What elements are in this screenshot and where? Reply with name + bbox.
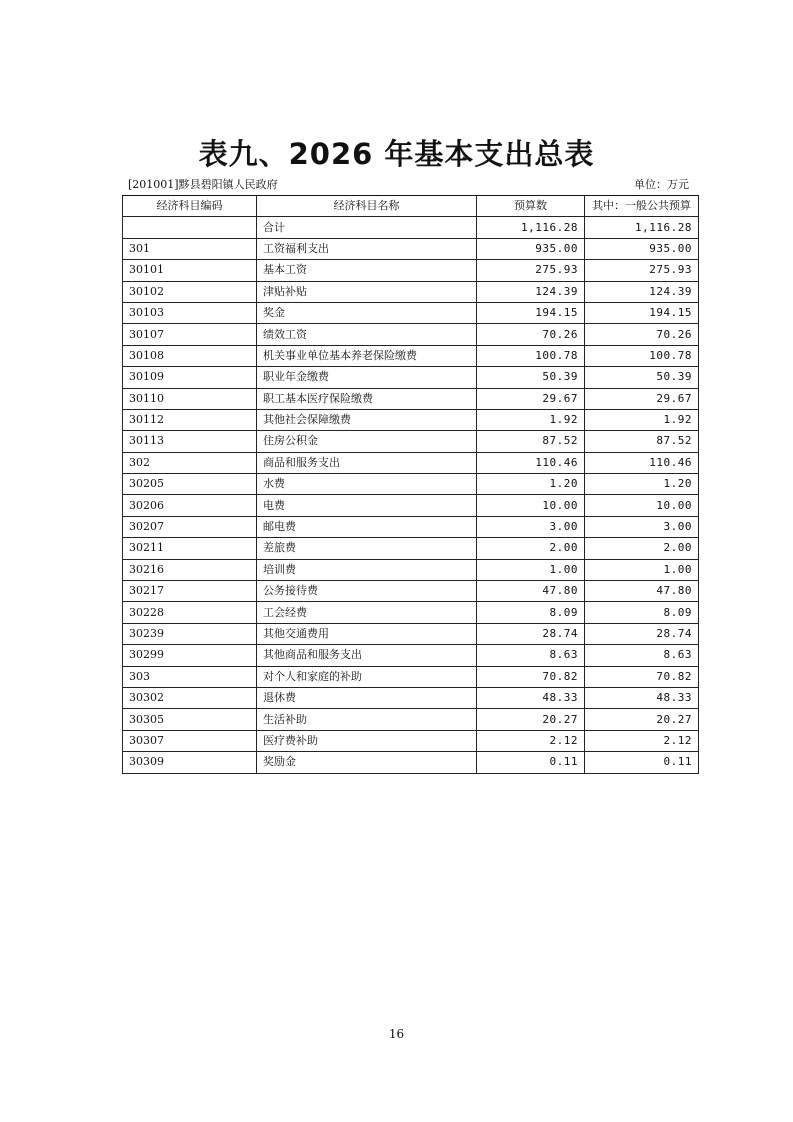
general-budget-cell: 3.00 bbox=[585, 516, 699, 537]
code-cell: 30239 bbox=[123, 623, 257, 644]
name-cell: 职工基本医疗保险缴费 bbox=[257, 388, 477, 409]
name-cell: 机关事业单位基本养老保险缴费 bbox=[257, 345, 477, 366]
table-row bbox=[123, 538, 699, 559]
code-cell: 302 bbox=[123, 452, 257, 473]
general-budget-cell: 1.00 bbox=[585, 559, 699, 580]
column-header-code: 经济科目编码 bbox=[123, 196, 257, 217]
budget-cell: 29.67 bbox=[477, 388, 585, 409]
code-cell: 30302 bbox=[123, 687, 257, 708]
budget-cell: 1.20 bbox=[477, 474, 585, 495]
budget-cell: 194.15 bbox=[477, 302, 585, 323]
name-cell: 奖金 bbox=[257, 302, 477, 323]
name-cell: 津贴补贴 bbox=[257, 281, 477, 302]
code-cell: 30101 bbox=[123, 260, 257, 281]
name-cell: 电费 bbox=[257, 495, 477, 516]
table-row bbox=[123, 217, 699, 238]
table-row bbox=[123, 687, 699, 708]
code-cell: 301 bbox=[123, 238, 257, 259]
budget-cell: 1,116.28 bbox=[477, 217, 585, 238]
budget-cell: 275.93 bbox=[477, 260, 585, 281]
budget-table bbox=[122, 195, 699, 774]
table-row bbox=[123, 516, 699, 537]
code-cell: 30102 bbox=[123, 281, 257, 302]
table-row bbox=[123, 281, 699, 302]
general-budget-cell: 935.00 bbox=[585, 238, 699, 259]
budget-cell: 2.12 bbox=[477, 730, 585, 751]
budget-cell: 124.39 bbox=[477, 281, 585, 302]
table-row bbox=[123, 238, 699, 259]
name-cell: 其他社会保障缴费 bbox=[257, 409, 477, 430]
budget-cell: 70.26 bbox=[477, 324, 585, 345]
general-budget-cell: 29.67 bbox=[585, 388, 699, 409]
table-row bbox=[123, 666, 699, 687]
name-cell: 其他商品和服务支出 bbox=[257, 645, 477, 666]
table-row bbox=[123, 260, 699, 281]
table-row bbox=[123, 623, 699, 644]
table-row bbox=[123, 645, 699, 666]
general-budget-cell: 100.78 bbox=[585, 345, 699, 366]
code-cell: 30108 bbox=[123, 345, 257, 366]
table-row bbox=[123, 602, 699, 623]
unit-label: 单位：万元 bbox=[634, 178, 689, 191]
name-cell: 其他交通费用 bbox=[257, 623, 477, 644]
table-row bbox=[123, 495, 699, 516]
general-budget-cell: 20.27 bbox=[585, 709, 699, 730]
name-cell: 生活补助 bbox=[257, 709, 477, 730]
table-row bbox=[123, 431, 699, 452]
table-row bbox=[123, 324, 699, 345]
code-cell: 30307 bbox=[123, 730, 257, 751]
budget-cell: 10.00 bbox=[477, 495, 585, 516]
budget-cell: 48.33 bbox=[477, 687, 585, 708]
code-cell: 30112 bbox=[123, 409, 257, 430]
name-cell: 职业年金缴费 bbox=[257, 367, 477, 388]
general-budget-cell: 1.92 bbox=[585, 409, 699, 430]
table-header-row bbox=[123, 196, 699, 217]
page-title: 表九、2026 年基本支出总表 bbox=[198, 137, 595, 171]
general-budget-cell: 110.46 bbox=[585, 452, 699, 473]
code-cell: 30211 bbox=[123, 538, 257, 559]
name-cell: 邮电费 bbox=[257, 516, 477, 537]
budget-cell: 0.11 bbox=[477, 752, 585, 773]
table-row bbox=[123, 474, 699, 495]
table-row bbox=[123, 409, 699, 430]
budget-cell: 2.00 bbox=[477, 538, 585, 559]
name-cell: 工会经费 bbox=[257, 602, 477, 623]
code-cell: 30305 bbox=[123, 709, 257, 730]
name-cell: 对个人和家庭的补助 bbox=[257, 666, 477, 687]
name-cell: 基本工资 bbox=[257, 260, 477, 281]
table-row bbox=[123, 388, 699, 409]
code-cell: 30110 bbox=[123, 388, 257, 409]
name-cell: 合计 bbox=[257, 217, 477, 238]
code-cell: 30207 bbox=[123, 516, 257, 537]
general-budget-cell: 8.09 bbox=[585, 602, 699, 623]
code-cell: 30299 bbox=[123, 645, 257, 666]
code-cell: 30206 bbox=[123, 495, 257, 516]
budget-cell: 50.39 bbox=[477, 367, 585, 388]
general-budget-cell: 1,116.28 bbox=[585, 217, 699, 238]
name-cell: 医疗费补助 bbox=[257, 730, 477, 751]
code-cell: 30107 bbox=[123, 324, 257, 345]
general-budget-cell: 275.93 bbox=[585, 260, 699, 281]
name-cell: 水费 bbox=[257, 474, 477, 495]
table-row bbox=[123, 581, 699, 602]
budget-cell: 28.74 bbox=[477, 623, 585, 644]
page-number: 16 bbox=[388, 1027, 405, 1041]
table-row bbox=[123, 559, 699, 580]
column-header-general-budget: 其中：一般公共预算 bbox=[585, 196, 699, 217]
table-body bbox=[123, 217, 699, 773]
budget-cell: 935.00 bbox=[477, 238, 585, 259]
table-row bbox=[123, 345, 699, 366]
table-row bbox=[123, 452, 699, 473]
general-budget-cell: 87.52 bbox=[585, 431, 699, 452]
budget-cell: 70.82 bbox=[477, 666, 585, 687]
name-cell: 差旅费 bbox=[257, 538, 477, 559]
code-cell: 30309 bbox=[123, 752, 257, 773]
name-cell: 培训费 bbox=[257, 559, 477, 580]
general-budget-cell: 50.39 bbox=[585, 367, 699, 388]
general-budget-cell: 47.80 bbox=[585, 581, 699, 602]
budget-cell: 1.00 bbox=[477, 559, 585, 580]
general-budget-cell: 48.33 bbox=[585, 687, 699, 708]
code-cell: 30103 bbox=[123, 302, 257, 323]
code-cell bbox=[123, 217, 257, 238]
budget-cell: 20.27 bbox=[477, 709, 585, 730]
budget-cell: 8.63 bbox=[477, 645, 585, 666]
name-cell: 住房公积金 bbox=[257, 431, 477, 452]
budget-cell: 110.46 bbox=[477, 452, 585, 473]
general-budget-cell: 2.12 bbox=[585, 730, 699, 751]
code-cell: 30109 bbox=[123, 367, 257, 388]
general-budget-cell: 1.20 bbox=[585, 474, 699, 495]
general-budget-cell: 10.00 bbox=[585, 495, 699, 516]
table-row bbox=[123, 302, 699, 323]
table-row bbox=[123, 730, 699, 751]
code-cell: 30217 bbox=[123, 581, 257, 602]
name-cell: 退休费 bbox=[257, 687, 477, 708]
column-header-name: 经济科目名称 bbox=[257, 196, 477, 217]
name-cell: 商品和服务支出 bbox=[257, 452, 477, 473]
general-budget-cell: 124.39 bbox=[585, 281, 699, 302]
general-budget-cell: 8.63 bbox=[585, 645, 699, 666]
general-budget-cell: 70.82 bbox=[585, 666, 699, 687]
general-budget-cell: 0.11 bbox=[585, 752, 699, 773]
name-cell: 公务接待费 bbox=[257, 581, 477, 602]
code-cell: 30113 bbox=[123, 431, 257, 452]
budget-cell: 47.80 bbox=[477, 581, 585, 602]
budget-cell: 8.09 bbox=[477, 602, 585, 623]
column-header-budget: 预算数 bbox=[477, 196, 585, 217]
general-budget-cell: 70.26 bbox=[585, 324, 699, 345]
code-cell: 303 bbox=[123, 666, 257, 687]
name-cell: 工资福利支出 bbox=[257, 238, 477, 259]
name-cell: 绩效工资 bbox=[257, 324, 477, 345]
budget-cell: 87.52 bbox=[477, 431, 585, 452]
table-row bbox=[123, 367, 699, 388]
budget-cell: 100.78 bbox=[477, 345, 585, 366]
code-cell: 30228 bbox=[123, 602, 257, 623]
budget-cell: 1.92 bbox=[477, 409, 585, 430]
table-row bbox=[123, 752, 699, 773]
code-cell: 30205 bbox=[123, 474, 257, 495]
table-row bbox=[123, 709, 699, 730]
code-cell: 30216 bbox=[123, 559, 257, 580]
general-budget-cell: 194.15 bbox=[585, 302, 699, 323]
general-budget-cell: 28.74 bbox=[585, 623, 699, 644]
budget-cell: 3.00 bbox=[477, 516, 585, 537]
general-budget-cell: 2.00 bbox=[585, 538, 699, 559]
name-cell: 奖励金 bbox=[257, 752, 477, 773]
organization-label: [201001]黟县碧阳镇人民政府 bbox=[128, 178, 278, 191]
